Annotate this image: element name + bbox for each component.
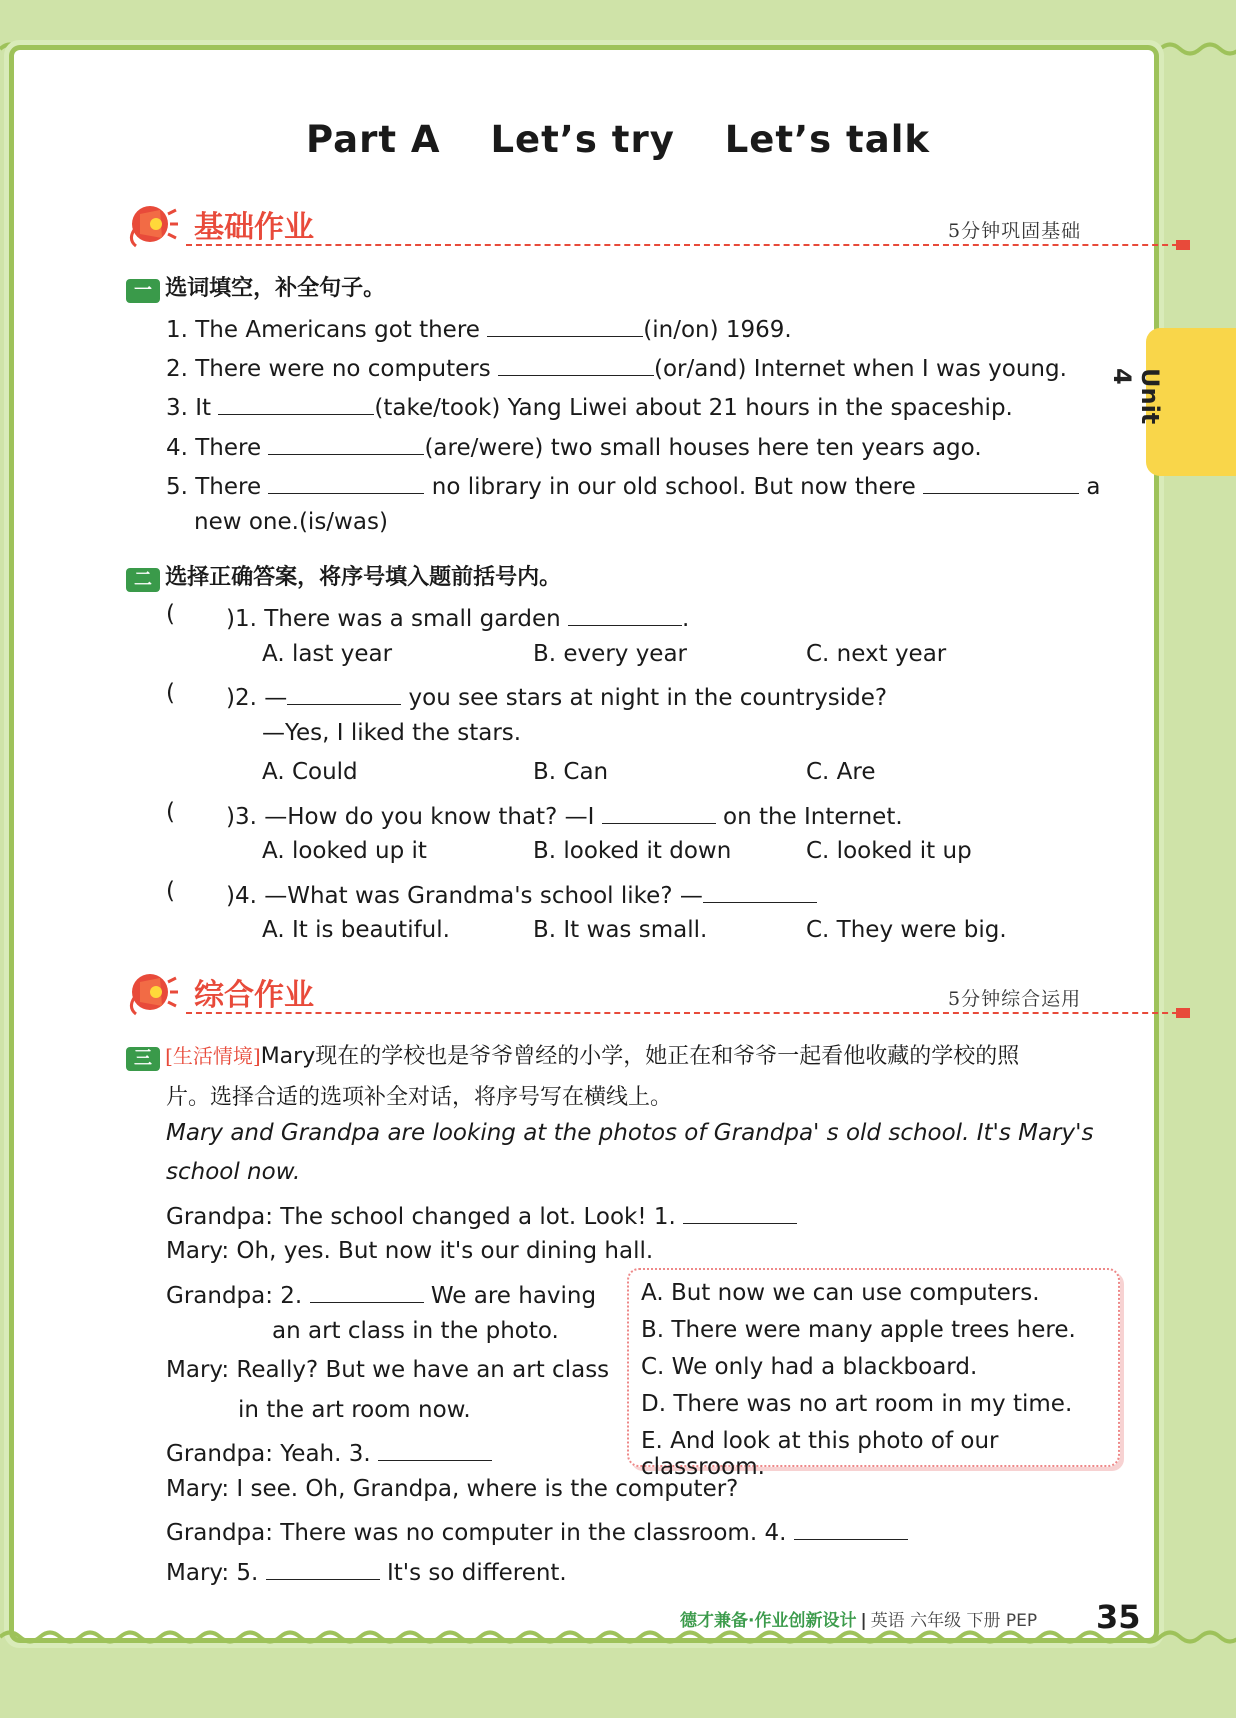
dialogue-intro-cont: school now. [166,1159,301,1185]
answer-blank[interactable] [378,1436,492,1461]
option-b: B. It was small. [533,917,708,943]
answer-paren[interactable]: ( [166,799,175,825]
answer-blank[interactable] [923,469,1079,494]
ex1-item-5-cont: new one.(is/was) [194,509,388,535]
option-a: A. Could [262,759,358,785]
divider-end [1176,240,1190,250]
section-basic-title: 基础作业 [194,210,314,245]
section-comprehensive-title: 综合作业 [194,978,314,1013]
options-box [627,1268,1120,1480]
ex2-q2-reply: —Yes, I liked the stars. [262,720,522,746]
context-tag: [生活情境] [165,1044,261,1068]
option-a: A. looked up it [262,838,427,864]
option-a: A. But now we can use computers. [641,1280,1040,1306]
dialogue-line-6: Mary: I see. Oh, Grandpa, where is the computer? [166,1476,739,1502]
answer-paren[interactable]: ( [166,680,175,706]
exercise-tag: 三 [126,1047,160,1071]
dialogue-line-3-cont: an art class in the photo. [272,1318,559,1344]
exercise-tag: 一 [126,279,160,303]
section-basic-subtitle: 5分钟巩固基础 [948,220,1082,242]
option-b: B. There were many apple trees here. [641,1317,1076,1343]
divider [186,1012,1188,1014]
dialogue-intro: Mary and Grandpa are looking at the photos of Grandpa' s old school. It's Mary's [166,1120,1094,1146]
section-comprehensive-subtitle: 5分钟综合运用 [948,988,1082,1010]
answer-blank [287,680,401,705]
ex2-q2: )2. — you see stars at night in the countryside? [226,680,887,711]
divider [186,244,1188,246]
exercise-tag: 二 [126,568,160,592]
dialogue-line-3: Grandpa: 2. We are having [166,1278,596,1309]
divider-end [1176,1008,1190,1018]
option-c: C. Are [806,759,876,785]
answer-blank [703,878,817,903]
ex1-item-5: 5. There no library in our old school. But now there a [166,469,1101,500]
answer-blank [568,601,682,626]
ex2-q4: )4. —What was Grandma's school like? — [226,878,817,909]
dialogue-line-2: Mary: Oh, yes. But now it's our dining hall. [166,1238,654,1264]
answer-paren[interactable]: ( [166,601,175,627]
instruction-text: 选词填空，补全句子。 [165,276,386,301]
ex1-item-2: 2. There were no computers (or/and) Internet when I was young. [166,351,1067,382]
option-e: E. And look at this photo of our classroom. [641,1428,999,1480]
option-c: C. We only had a blackboard. [641,1354,978,1380]
ex2-q1: )1. There was a small garden . [226,601,689,632]
option-c: C. next year [806,641,947,667]
ex1-item-4: 4. There (are/were) two small houses here ten years ago. [166,430,982,461]
page-title [0,118,1236,161]
answer-blank[interactable] [310,1278,424,1303]
dialogue-line-4-cont: in the art room now. [238,1397,471,1423]
answer-blank[interactable] [794,1515,908,1540]
answer-blank[interactable] [266,1555,380,1580]
instruction-text-cont: 片。选择合适的选项补全对话，将序号写在横线上。 [166,1085,673,1110]
option-b: B. looked it down [533,838,732,864]
option-b: B. every year [533,641,688,667]
footer-subject: 英语 六年级 下册 PEP [870,1611,1038,1631]
ex1-item-3: 3. It (take/took) Yang Liwei about 21 hours in the spaceship. [166,390,1013,421]
megaphone-icon [126,200,178,248]
instruction-text: Mary现在的学校也是爷爷曾经的小学，她正在和爷爷一起看他收藏的学校的照 [260,1044,1020,1069]
title-lets-try: Let’s try [490,118,675,161]
instruction-text: 选择正确答案，将序号填入题前括号内。 [165,565,562,590]
dialogue-line-8: Mary: 5. It's so different. [166,1555,567,1586]
option-d: D. There was no art room in my time. [641,1391,1073,1417]
dialogue-line-5: Grandpa: Yeah. 3. [166,1436,492,1467]
exercise-1-instruction [126,271,385,303]
title-part: Part A [306,118,441,161]
exercise-3-instruction [126,1039,1019,1071]
footer-caption: 德才兼备·作业创新设计 | 英语 六年级 下册 PEP [680,1611,1038,1631]
option-c: C. They were big. [806,917,1007,943]
answer-blank[interactable] [268,430,424,455]
dialogue-line-7: Grandpa: There was no computer in the classroom. 4. [166,1515,908,1546]
exercise-2-instruction [126,560,561,592]
option-b: B. Can [533,759,609,785]
answer-paren[interactable]: ( [166,878,175,904]
page-number: 35 [1096,1598,1141,1636]
megaphone-icon [126,968,178,1016]
dialogue-line-1: Grandpa: The school changed a lot. Look! 1. [166,1199,797,1230]
answer-blank[interactable] [683,1199,797,1224]
answer-blank[interactable] [218,390,374,415]
footer-brand: 德才兼备·作业创新设计 [680,1611,857,1631]
ex1-item-1: 1. The Americans got there (in/on) 1969. [166,312,792,343]
option-a: A. last year [262,641,393,667]
option-c: C. looked it up [806,838,972,864]
option-a: A. It is beautiful. [262,917,450,943]
answer-blank[interactable] [498,351,654,376]
ex2-q3: )3. —How do you know that? —I on the Internet. [226,799,903,830]
answer-blank [602,799,716,824]
answer-blank[interactable] [487,312,643,337]
unit-tab-label: Unit 4 [1108,368,1164,425]
dialogue-line-4: Mary: Really? But we have an art class [166,1357,610,1383]
title-lets-talk: Let’s talk [724,118,930,161]
answer-blank[interactable] [268,469,424,494]
unit-tab [1108,328,1236,476]
wavy-border-bottom [0,1628,1236,1646]
